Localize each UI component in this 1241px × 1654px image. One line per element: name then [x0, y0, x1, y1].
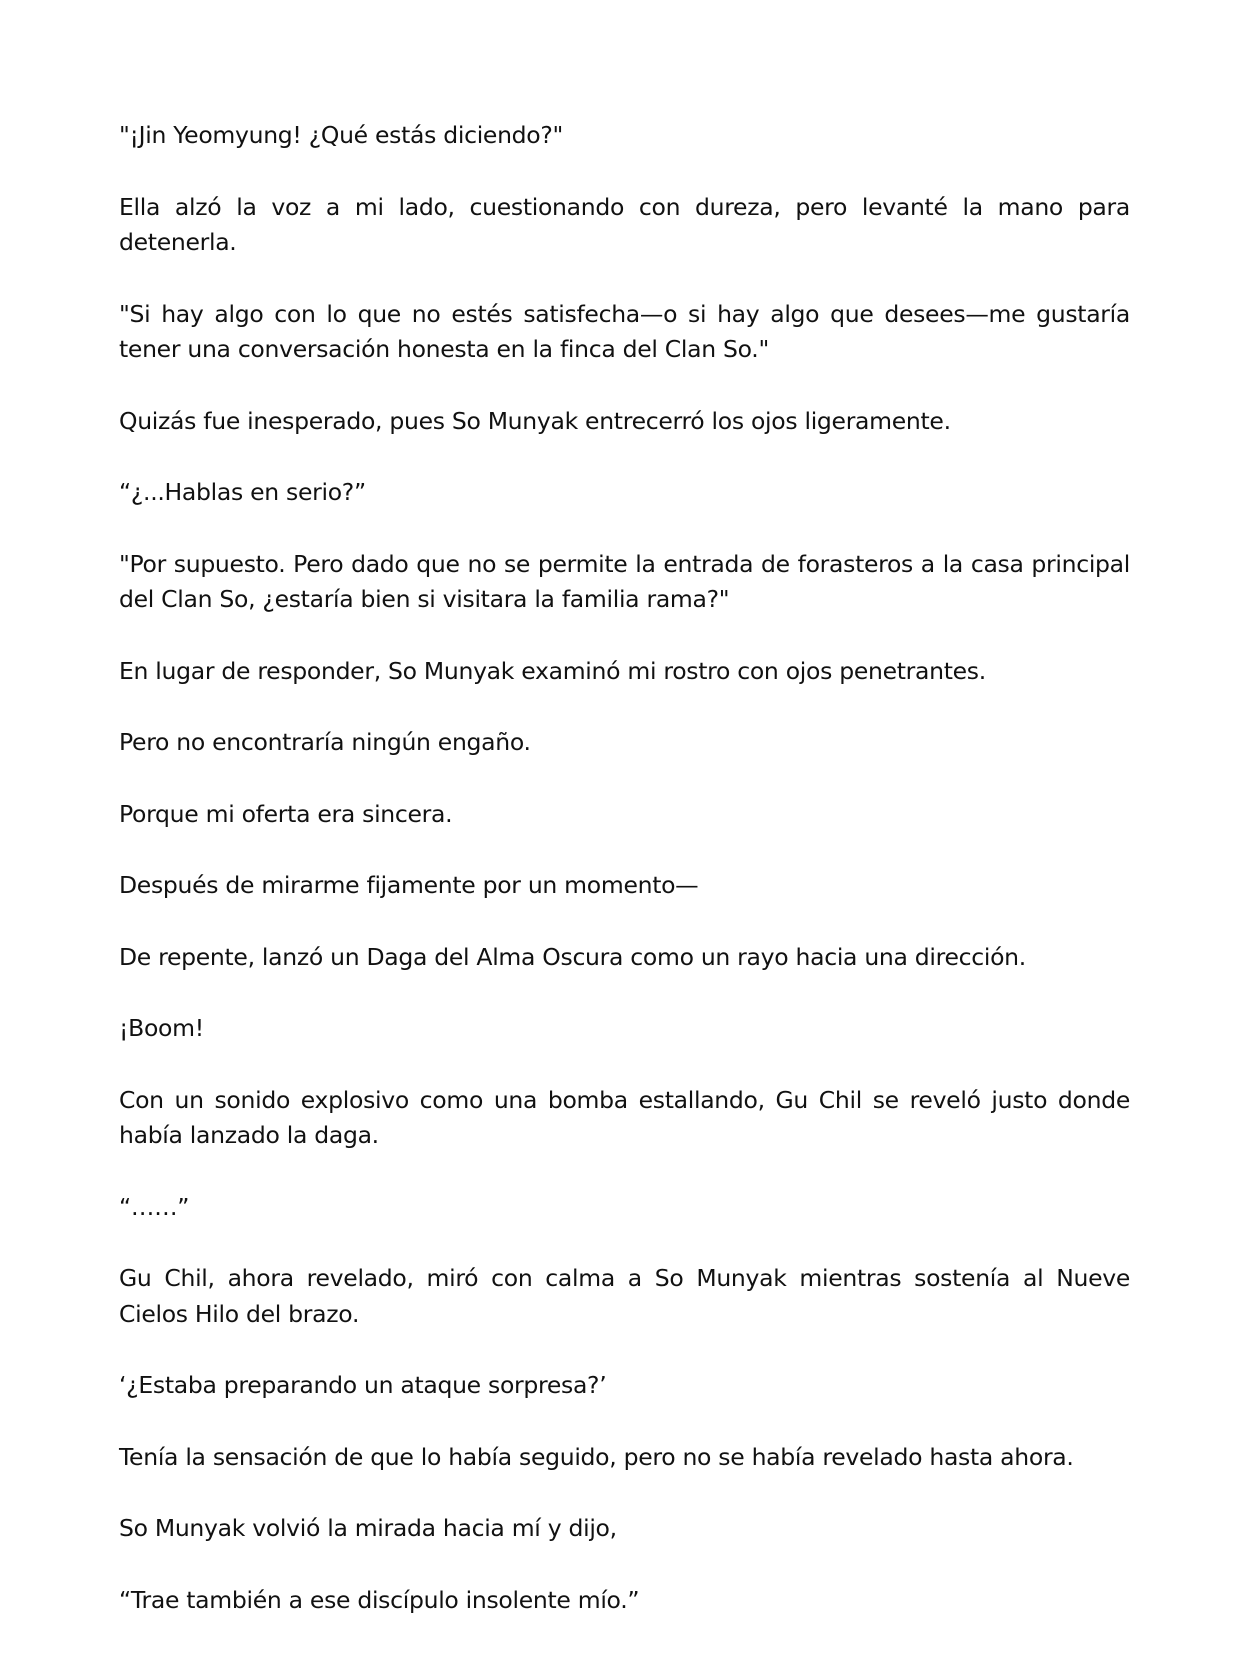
paragraph-10: Después de mirarme fijamente por un momento— — [119, 871, 699, 899]
paragraph-6: "Por supuesto. Pero dado que no se permite la entrada de forasteros a la casa principal del Clan So, ¿estaría bien si visitara la familia rama?" — [119, 549, 1130, 613]
paragraph-12: ¡Boom! — [119, 1014, 204, 1042]
paragraph-17: Tenía la sensación de que lo había seguido, pero no se había revelado hasta ahora. — [119, 1442, 1074, 1471]
paragraph-3: "Si hay algo con lo que no estés satisfecha—o si hay algo que desees—me gustaría tener una conversación honesta en la finca del Clan So." — [119, 299, 1130, 363]
paragraph-13: Con un sonido explosivo como una bomba estallando, Gu Chil se reveló justo donde había lanzado la daga. — [119, 1085, 1130, 1149]
paragraph-14: “……” — [119, 1192, 190, 1221]
paragraph-11: De repente, lanzó un Daga del Alma Oscura como un rayo hacia una dirección. — [119, 942, 1026, 971]
paragraph-15: Gu Chil, ahora revelado, miró con calma a So Munyak mientras sostenía al Nueve Cielos Hilo del brazo. — [119, 1264, 1130, 1328]
paragraph-4: Quizás fue inesperado, pues So Munyak entrecerró los ojos ligeramente. — [119, 406, 951, 435]
paragraph-1: "¡Jin Yeomyung! ¿Qué estás diciendo?" — [119, 121, 564, 149]
paragraph-9: Porque mi oferta era sincera. — [119, 799, 453, 828]
paragraph-18: So Munyak volvió la mirada hacia mí y dijo, — [119, 1514, 617, 1542]
document-body — [119, 118, 1130, 1654]
paragraph-19: “Trae también a ese discípulo insolente mío.” — [119, 1585, 640, 1614]
paragraph-5: “¿...Hablas en serio?” — [119, 478, 366, 506]
paragraph-7: En lugar de responder, So Munyak examinó mi rostro con ojos penetrantes. — [119, 656, 986, 685]
paragraph-8: Pero no encontraría ningún engaño. — [119, 728, 531, 756]
paragraph-2: Ella alzó la voz a mi lado, cuestionando con dureza, pero levanté la mano para detenerla. — [119, 192, 1130, 256]
paragraph-16: ‘¿Estaba preparando un ataque sorpresa?’ — [119, 1371, 607, 1399]
